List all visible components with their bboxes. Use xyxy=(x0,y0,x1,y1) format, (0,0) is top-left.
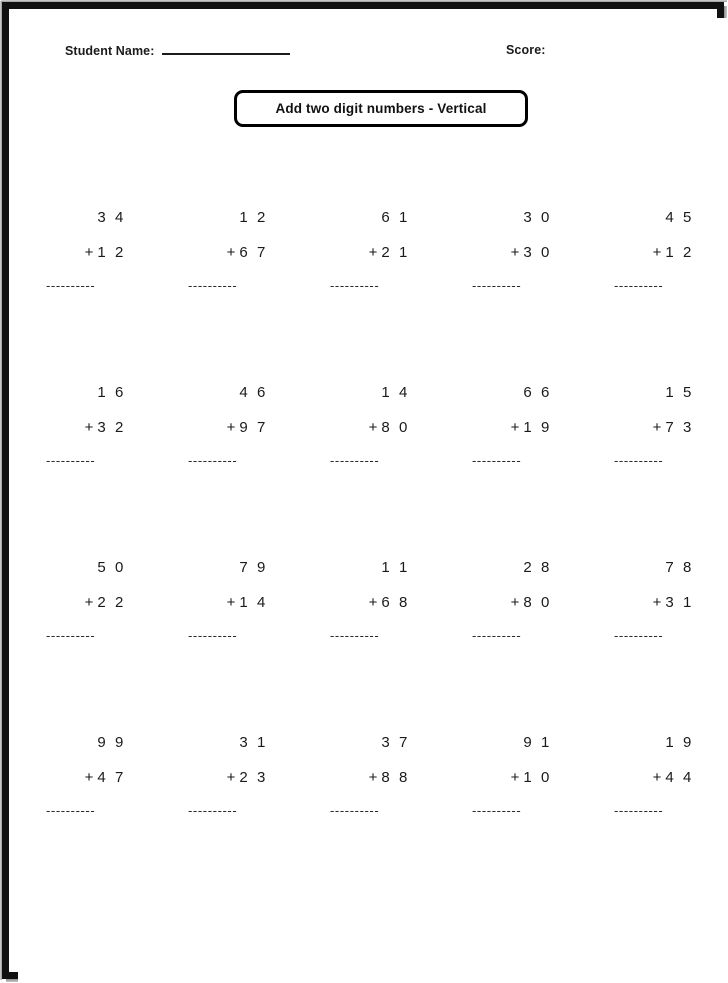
answer-line[interactable]: ---------- xyxy=(330,453,380,468)
answer-line[interactable]: ---------- xyxy=(472,453,522,468)
addend-bottom: 1 9 xyxy=(523,419,552,436)
answer-line[interactable]: ---------- xyxy=(46,803,96,818)
problem-6 xyxy=(46,385,132,467)
worksheet-title-box xyxy=(234,90,528,127)
plus-icon: + xyxy=(368,594,378,611)
plus-icon: + xyxy=(84,244,94,261)
problem-12 xyxy=(188,560,274,642)
addend-bottom: 7 3 xyxy=(665,419,694,436)
problem-17 xyxy=(188,735,274,817)
plus-icon: + xyxy=(226,419,236,436)
addend-top: 6 1 xyxy=(381,209,410,226)
addend-top: 3 1 xyxy=(239,734,268,751)
addend-top: 6 6 xyxy=(523,384,552,401)
problem-cell xyxy=(586,560,728,735)
answer-line[interactable]: ---------- xyxy=(188,278,238,293)
addend-bottom-line xyxy=(330,420,416,436)
addend-bottom-line xyxy=(472,245,558,261)
addend-bottom: 9 7 xyxy=(239,419,268,436)
addend-top: 5 0 xyxy=(97,559,126,576)
plus-icon: + xyxy=(84,769,94,786)
problem-20 xyxy=(614,735,700,817)
answer-line[interactable]: ---------- xyxy=(330,278,380,293)
addend-bottom: 3 2 xyxy=(97,419,126,436)
worksheet-sheet xyxy=(18,18,728,983)
addend-top: 4 5 xyxy=(665,209,694,226)
problem-18 xyxy=(330,735,416,817)
addend-bottom-line xyxy=(472,595,558,611)
addend-bottom: 1 0 xyxy=(523,769,552,786)
plus-icon: + xyxy=(368,244,378,261)
addend-bottom: 6 8 xyxy=(381,594,410,611)
problem-row xyxy=(18,735,728,910)
problem-cell xyxy=(444,560,586,735)
addend-top: 7 8 xyxy=(665,559,694,576)
plus-icon: + xyxy=(368,419,378,436)
addend-bottom-line xyxy=(46,420,132,436)
problem-cell xyxy=(18,560,160,735)
problem-cell xyxy=(444,385,586,560)
problem-7 xyxy=(188,385,274,467)
page-border xyxy=(2,2,724,979)
addend-bottom-line xyxy=(188,245,274,261)
addend-bottom: 1 2 xyxy=(97,244,126,261)
addend-top: 1 4 xyxy=(381,384,410,401)
addend-bottom-line xyxy=(472,770,558,786)
answer-line[interactable]: ---------- xyxy=(46,453,96,468)
addend-top: 1 1 xyxy=(381,559,410,576)
student-name-label: Student Name: xyxy=(65,44,155,58)
addend-top: 4 6 xyxy=(239,384,268,401)
addend-top: 3 0 xyxy=(523,209,552,226)
problem-cell xyxy=(160,735,302,910)
problem-cell xyxy=(18,210,160,385)
addend-bottom: 8 0 xyxy=(381,419,410,436)
problem-cell xyxy=(586,385,728,560)
problem-19 xyxy=(472,735,558,817)
problem-row xyxy=(18,385,728,560)
addend-bottom-line xyxy=(472,420,558,436)
problem-cell xyxy=(160,385,302,560)
problem-15 xyxy=(614,560,700,642)
addend-bottom: 4 7 xyxy=(97,769,126,786)
addend-top: 3 7 xyxy=(381,734,410,751)
plus-icon: + xyxy=(652,769,662,786)
addend-bottom: 1 4 xyxy=(239,594,268,611)
answer-line[interactable]: ---------- xyxy=(188,453,238,468)
addend-bottom-line xyxy=(188,770,274,786)
answer-line[interactable]: ---------- xyxy=(472,278,522,293)
plus-icon: + xyxy=(510,769,520,786)
addend-top: 9 9 xyxy=(97,734,126,751)
student-name-input[interactable] xyxy=(162,41,290,55)
answer-line[interactable]: ---------- xyxy=(46,628,96,643)
answer-line[interactable]: ---------- xyxy=(614,803,664,818)
plus-icon: + xyxy=(510,594,520,611)
addend-top: 1 5 xyxy=(665,384,694,401)
addend-bottom-line xyxy=(614,770,700,786)
problem-3 xyxy=(330,210,416,292)
addend-bottom-line xyxy=(46,770,132,786)
plus-icon: + xyxy=(84,419,94,436)
plus-icon: + xyxy=(226,244,236,261)
plus-icon: + xyxy=(368,769,378,786)
answer-line[interactable]: ---------- xyxy=(614,628,664,643)
problem-cell xyxy=(302,560,444,735)
addend-top: 1 9 xyxy=(665,734,694,751)
answer-line[interactable]: ---------- xyxy=(472,803,522,818)
addend-bottom-line xyxy=(614,595,700,611)
plus-icon: + xyxy=(510,419,520,436)
addend-bottom: 6 7 xyxy=(239,244,268,261)
problem-cell xyxy=(160,210,302,385)
plus-icon: + xyxy=(226,769,236,786)
plus-icon: + xyxy=(510,244,520,261)
problem-cell xyxy=(444,210,586,385)
plus-icon: + xyxy=(652,419,662,436)
plus-icon: + xyxy=(84,594,94,611)
plus-icon: + xyxy=(652,594,662,611)
problem-13 xyxy=(330,560,416,642)
problem-cell xyxy=(302,735,444,910)
problem-cell xyxy=(18,385,160,560)
addend-top: 1 2 xyxy=(239,209,268,226)
answer-line[interactable]: ---------- xyxy=(188,803,238,818)
addend-top: 1 6 xyxy=(97,384,126,401)
student-name-group xyxy=(65,41,290,58)
problem-14 xyxy=(472,560,558,642)
problem-5 xyxy=(614,210,700,292)
addend-bottom: 2 2 xyxy=(97,594,126,611)
problem-cell xyxy=(444,735,586,910)
addend-bottom-line xyxy=(330,770,416,786)
addend-bottom-line xyxy=(614,420,700,436)
problem-9 xyxy=(472,385,558,467)
problem-cell xyxy=(302,210,444,385)
addend-bottom: 1 2 xyxy=(665,244,694,261)
answer-line[interactable]: ---------- xyxy=(614,278,664,293)
addend-top: 3 4 xyxy=(97,209,126,226)
addend-bottom: 2 1 xyxy=(381,244,410,261)
addend-bottom: 2 3 xyxy=(239,769,268,786)
problem-cell xyxy=(586,210,728,385)
addend-bottom-line xyxy=(330,595,416,611)
answer-line[interactable]: ---------- xyxy=(614,453,664,468)
problem-cell xyxy=(18,735,160,910)
problem-10 xyxy=(614,385,700,467)
answer-line[interactable]: ---------- xyxy=(330,628,380,643)
addend-bottom-line xyxy=(188,420,274,436)
problems-grid xyxy=(18,210,728,910)
addend-bottom-line xyxy=(330,245,416,261)
problem-11 xyxy=(46,560,132,642)
addend-bottom: 4 4 xyxy=(665,769,694,786)
addend-top: 2 8 xyxy=(523,559,552,576)
addend-bottom: 3 0 xyxy=(523,244,552,261)
problem-cell xyxy=(302,385,444,560)
problem-2 xyxy=(188,210,274,292)
problem-cell xyxy=(160,560,302,735)
answer-line[interactable]: ---------- xyxy=(188,628,238,643)
worksheet-header xyxy=(18,41,728,65)
addend-bottom: 3 1 xyxy=(665,594,694,611)
addend-bottom-line xyxy=(188,595,274,611)
problem-16 xyxy=(46,735,132,817)
problem-8 xyxy=(330,385,416,467)
problem-cell xyxy=(586,735,728,910)
worksheet-title: Add two digit numbers - Vertical xyxy=(275,101,487,116)
score-label: Score: xyxy=(506,43,546,57)
addend-bottom-line xyxy=(46,595,132,611)
score-group xyxy=(506,41,546,59)
addend-top: 9 1 xyxy=(523,734,552,751)
addend-bottom-line xyxy=(614,245,700,261)
plus-icon: + xyxy=(226,594,236,611)
answer-line[interactable]: ---------- xyxy=(330,803,380,818)
problem-row xyxy=(18,560,728,735)
addend-top: 7 9 xyxy=(239,559,268,576)
problem-4 xyxy=(472,210,558,292)
problem-row xyxy=(18,210,728,385)
addend-bottom: 8 0 xyxy=(523,594,552,611)
answer-line[interactable]: ---------- xyxy=(472,628,522,643)
plus-icon: + xyxy=(652,244,662,261)
problem-1 xyxy=(46,210,132,292)
addend-bottom: 8 8 xyxy=(381,769,410,786)
addend-bottom-line xyxy=(46,245,132,261)
answer-line[interactable]: ---------- xyxy=(46,278,96,293)
